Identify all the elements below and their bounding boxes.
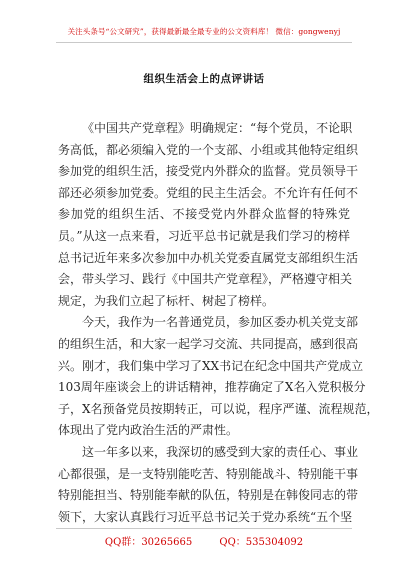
body-line: 特别能担当、特别能奉献的队伍，特别是在韩俊同志的带	[58, 488, 359, 503]
body-line: 子，X名预备党员按期转正，可以说，程序严谨、流程规范，	[58, 401, 379, 416]
body-line: 领下，大家认真践行习近平总书记关于党办系统“五个坚	[58, 509, 353, 524]
body-line: 部还必须参加党委。党组的民主生活会。不允许有任何不	[58, 185, 359, 200]
document-title: 组织生活会上的点评讲话	[143, 73, 265, 85]
body-line: 今天，我作为一名普通党员，参加区委办机关党支部	[82, 315, 359, 330]
header-divider	[56, 42, 352, 43]
body-line: 参加党的组织生活，接受党内外群众的监督。党员领导干	[58, 164, 359, 179]
body-line: 103周年座谈会上的讲话精神，推荐确定了X名入党积极分	[58, 380, 366, 395]
body-line: 员。”从这一点来看，习近平总书记就是我们学习的榜样	[58, 228, 350, 243]
body-line: 会，带头学习、践行《中国共产党章程》，严格遵守相关	[58, 272, 353, 287]
body-line: 兴。刚才，我们集中学习了XX书记在纪念中国共产党成立	[58, 358, 364, 373]
body-line: 规定，为我们立起了标杆、树起了榜样。	[58, 293, 275, 308]
body-line: 心都很强，是一支特别能吃苦、特别能战斗、特别能干事	[58, 466, 359, 481]
body-line: 体现出了党内政治生活的严肃性。	[58, 423, 239, 438]
body-line: 《中国共产党章程》明确规定：“每个党员，不论职	[82, 121, 353, 135]
footer-divider	[56, 528, 352, 529]
body-line: 这一年多以来，我深切的感受到大家的责任心、事业	[82, 444, 359, 459]
body-line: 总书记近年来多次参加中办机关党委直属党支部组织生活	[58, 250, 359, 265]
qq-contact-label: QQ：535304092	[219, 537, 304, 548]
contact-footer	[0, 533, 408, 548]
body-line: 的组织生活，和大家一起学习交流、共同提高，感到很高	[58, 336, 359, 351]
body-line: 务高低，都必须编入党的一个支部、小组或其他特定组织	[58, 142, 359, 157]
qq-group-label: QQ群：30265665	[104, 537, 193, 548]
document-body	[58, 118, 379, 528]
promo-banner: 关注头条号“公文研究”，获得最新最全最专业的公文资料库！ 微信：gongwenyj	[67, 27, 341, 36]
body-line: 参加党的组织生活、不接受党内外群众监督的特殊党	[58, 207, 350, 222]
